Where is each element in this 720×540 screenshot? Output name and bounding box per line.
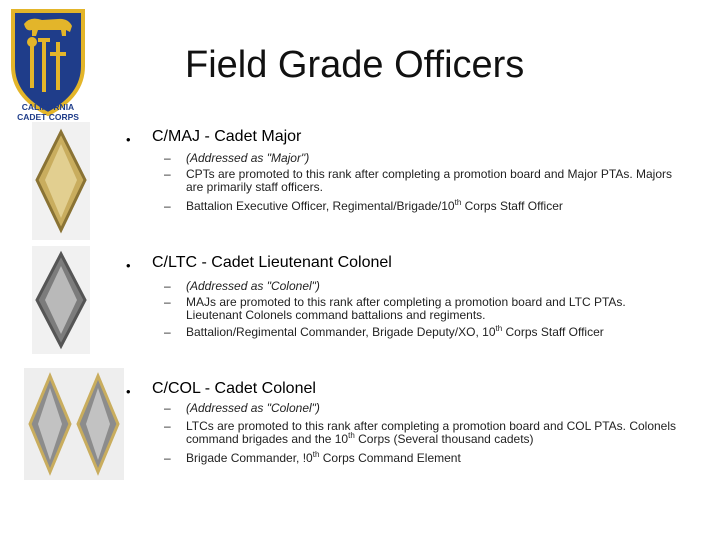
list-item: – (Addressed as "Major") bbox=[164, 151, 310, 165]
gold-diamond-icon bbox=[32, 122, 90, 240]
page-title: Field Grade Officers bbox=[185, 44, 525, 86]
two-silver-diamonds-icon bbox=[24, 368, 124, 480]
list-item: – CPTs are promoted to this rank after completing a promotion board and Major PTAs. Majors are primarily staff officers. bbox=[164, 167, 672, 194]
logo-text-line1: CALIFORNIA bbox=[21, 102, 75, 112]
california-cadet-corps-logo bbox=[8, 6, 88, 126]
list-item: – LTCs are promoted to this rank after completing a promotion board and COL PTAs. Colonels command brigades and the 10th Corps (Several thousand cadets) bbox=[164, 419, 677, 446]
list-item: – (Addressed as "Colonel") bbox=[164, 401, 320, 415]
list-item: – (Addressed as "Colonel") bbox=[164, 279, 320, 293]
rank-title-lieutenant-colonel: C/LTC - Cadet Lieutenant Colonel bbox=[152, 254, 392, 271]
list-item: – Battalion/Regimental Commander, Brigade Deputy/XO, 10th Corps Staff Officer bbox=[164, 324, 604, 339]
silver-diamond-icon bbox=[32, 246, 90, 354]
list-item: – Battalion Executive Officer, Regimental/Brigade/10th Corps Staff Officer bbox=[164, 198, 563, 213]
list-item: – Brigade Commander, !0th Corps Command Element bbox=[164, 450, 461, 465]
bullet: • bbox=[126, 132, 131, 147]
list-item: – MAJs are promoted to this rank after completing a promotion board and LTC PTAs. Lieutenant Colonels command battalions and regiments. bbox=[164, 295, 626, 322]
logo-text-line2: CADET CORPS bbox=[17, 112, 79, 122]
rank-title-major: C/MAJ - Cadet Major bbox=[152, 128, 302, 145]
bullet: • bbox=[126, 384, 131, 399]
bullet: • bbox=[126, 258, 131, 273]
rank-title-colonel: C/COL - Cadet Colonel bbox=[152, 380, 316, 397]
